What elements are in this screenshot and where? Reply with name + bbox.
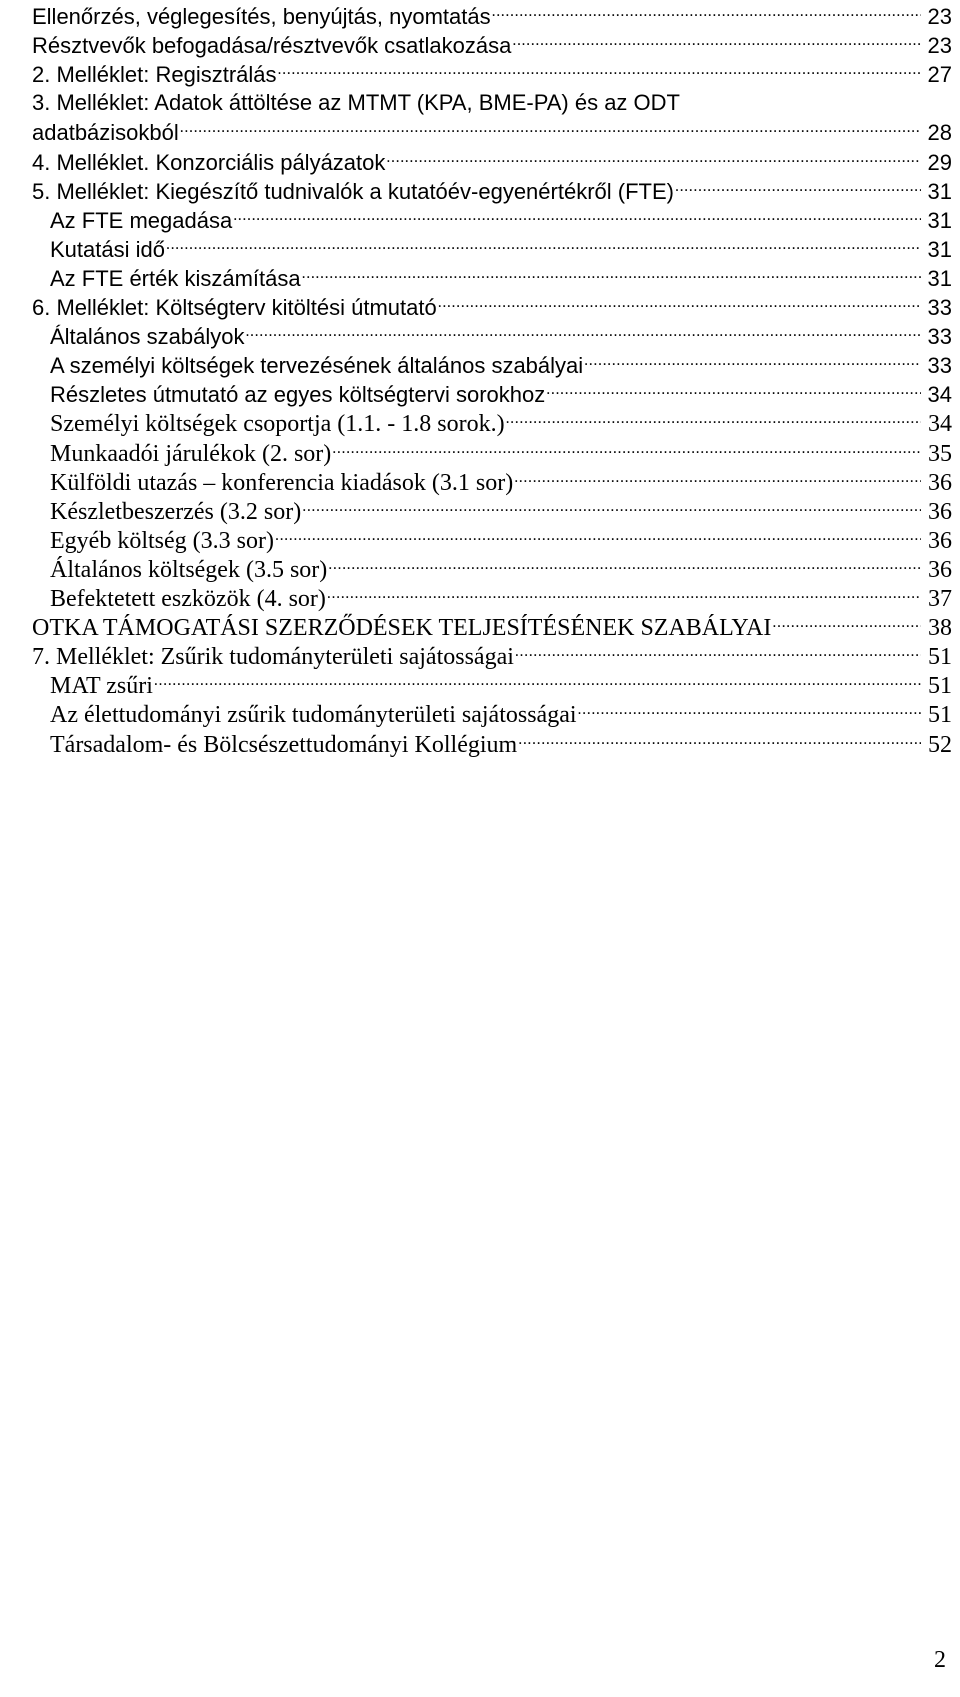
toc-entry[interactable] [32,175,952,204]
toc-entry[interactable] [32,640,952,669]
toc-entry-title: Az élettudományi zsűrik tudományterületi sajátosságai [50,702,577,729]
toc-entry-page: 34 [928,411,952,438]
toc-entry-page: 36 [928,527,952,554]
toc-leader-dots [327,582,921,606]
toc-entry[interactable] [32,728,952,757]
toc-entry[interactable] [32,437,952,466]
toc-entry-page: 23 [927,4,952,29]
toc-entry-title: OTKA TÁMOGATÁSI SZERZŐDÉSEK TELJESÍTÉSÉNEK SZABÁLYAI [32,615,772,642]
toc-leader-dots [180,116,921,140]
toc-leader-dots [514,466,921,490]
toc-entry-page: 51 [928,673,952,700]
toc-entry-page: 52 [928,731,952,758]
toc-entry[interactable] [32,407,952,436]
toc-entry-title: 5. Melléklet: Kiegészítő tudnivalók a kutatóév-egyenértékről (FTE) [32,178,674,204]
toc-entry-page: 31 [927,265,952,291]
toc-entry-page: 35 [928,440,952,467]
toc-entry[interactable] [32,87,952,116]
toc-leader-dots [578,698,921,722]
toc-entry-page: 38 [928,615,952,642]
toc-entry-title: Résztvevők befogadása/résztvevők csatlakozása [32,33,512,59]
toc-entry-page: 36 [928,556,952,583]
toc-leader-dots [332,437,921,461]
toc-entry[interactable] [32,349,952,378]
toc-entry[interactable] [32,116,952,145]
toc-leader-dots [278,58,921,82]
toc-leader-dots [233,204,921,228]
toc-leader-dots [438,291,921,315]
toc-entry[interactable] [32,582,952,611]
toc-entry[interactable] [32,146,952,175]
toc-entry-title: Az FTE megadása [50,207,233,233]
toc-entry-title: Befektetett eszközök (4. sor) [50,586,326,612]
toc-entry[interactable] [32,0,952,29]
toc-entry[interactable] [32,611,952,640]
toc-entry-title: Általános szabályok [50,324,245,350]
toc-leader-dots [546,378,921,402]
toc-leader-dots [518,728,921,752]
toc-leader-dots [302,262,921,286]
toc-entry-title: Az FTE érték kiszámítása [50,265,301,291]
toc-entry[interactable] [32,320,952,349]
toc-entry-title: Kutatási idő [50,236,165,262]
toc-leader-dots [328,553,921,577]
toc-entry-title: 2. Melléklet: Regisztrálás [32,62,277,88]
toc-entry-title: Munkaadói járulékok (2. sor) [50,440,332,467]
toc-entry-title: MAT zsűri [50,673,153,700]
toc-entry-title: Személyi költségek csoportja (1.1. - 1.8 sorok.) [50,411,505,438]
toc-entry-title: Egyéb költség (3.3 sor) [50,527,274,554]
toc-entry-page: 36 [928,498,952,525]
toc-entry-title: 3. Melléklet: Adatok áttöltése az MTMT (KPA, BME-PA) és az ODT [32,90,680,116]
toc-entry-page: 51 [928,644,952,671]
toc-entry[interactable] [32,698,952,727]
toc-entry-title: Társadalom- és Bölcsészettudományi Kollégium [50,731,518,758]
toc-leader-dots [245,320,921,344]
toc-leader-dots [772,611,921,635]
toc-entry-page: 34 [927,382,952,408]
toc-entry[interactable] [32,553,952,582]
toc-entry-title: 4. Melléklet. Konzorciális pályázatok [32,149,386,175]
toc-leader-dots [302,495,921,519]
toc-entry-page: 31 [927,178,952,204]
toc-leader-dots [584,349,921,373]
toc-entry[interactable] [32,262,952,291]
toc-entry-title: Készletbeszerzés (3.2 sor) [50,498,302,525]
toc-leader-dots [492,0,921,24]
toc-entry[interactable] [32,378,952,407]
toc-leader-dots [275,524,921,548]
toc-entry[interactable] [32,58,952,87]
page-number: 2 [934,1647,946,1673]
toc-leader-dots [515,640,921,664]
toc-entry-page: 33 [927,353,952,379]
toc-entry[interactable] [32,495,952,524]
toc-entry[interactable] [32,291,952,320]
toc-entry-page: 33 [927,295,952,320]
toc-entry-title: Általános költségek (3.5 sor) [50,556,328,583]
toc-entry-title: Részletes útmutató az egyes költségtervi sorokhoz [50,382,546,408]
toc-entry[interactable] [32,669,952,698]
toc-entry-page: 29 [927,149,952,175]
toc-entry-title: A személyi költségek tervezésének általános szabályai [50,353,584,379]
toc-entry-page: 31 [927,207,952,233]
toc-leader-dots [386,146,921,170]
toc-entry-page: 36 [928,469,952,496]
toc-entry-title: adatbázisokból [32,120,179,146]
toc-leader-dots [154,669,921,693]
toc-entry-title: 7. Melléklet: Zsűrik tudományterületi sajátosságai [32,644,514,671]
toc-leader-dots [166,233,921,257]
toc-entry[interactable] [32,524,952,553]
toc-entry-title: Külföldi utazás – konferencia kiadások (3.1 sor) [50,469,514,496]
toc-entry[interactable] [32,204,952,233]
toc-entry-page: 27 [927,62,952,88]
toc-entry-page: 31 [927,236,952,262]
toc-leader-dots [675,175,921,199]
toc-entry-page: 28 [927,120,952,146]
toc-leader-dots [506,407,921,431]
toc-leader-dots [512,29,921,53]
toc-entry[interactable] [32,466,952,495]
toc-entry-page: 33 [927,324,952,350]
toc-entry-page: 37 [928,586,952,612]
toc-entry-page: 23 [927,33,952,59]
toc-entry[interactable] [32,29,952,58]
toc-entry-title: 6. Melléklet: Költségterv kitöltési útmutató [32,295,437,320]
toc-entry-page: 51 [928,702,952,729]
toc-entry-title: Ellenőrzés, véglegesítés, benyújtás, nyomtatás [32,4,491,29]
toc-entry[interactable] [32,233,952,262]
